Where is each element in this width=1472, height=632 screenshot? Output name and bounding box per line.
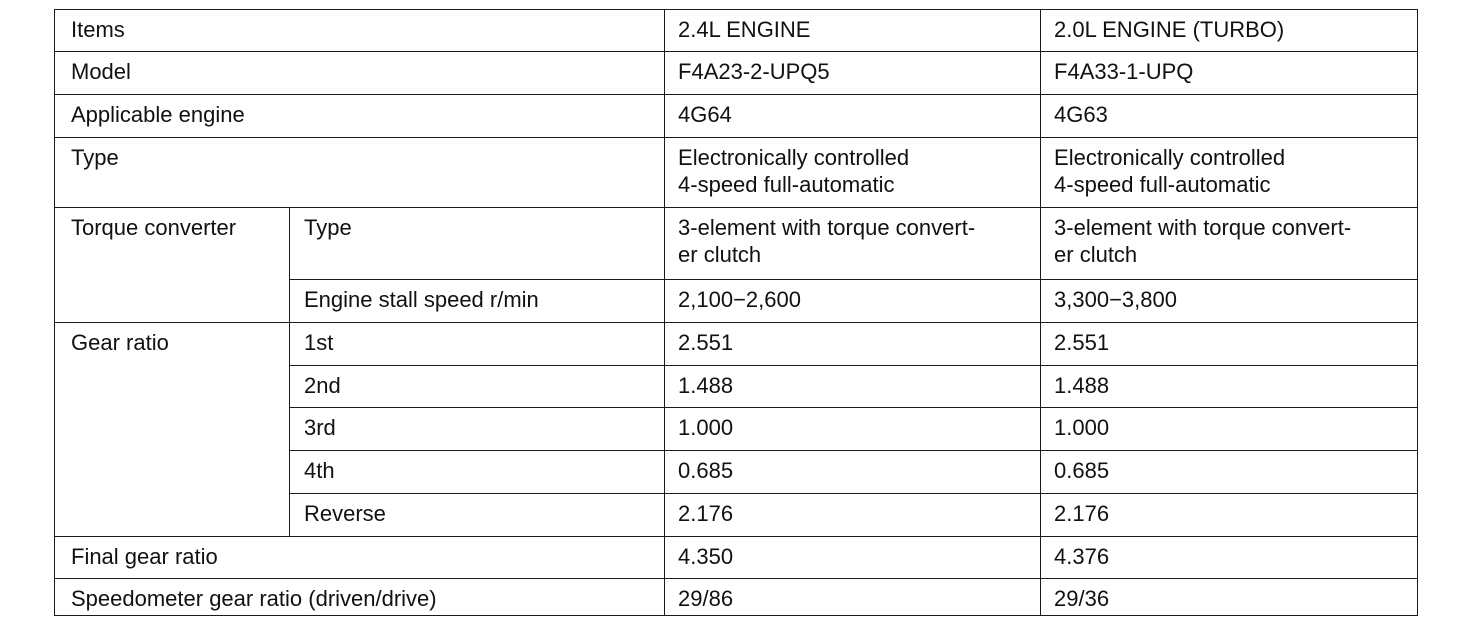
type-2-4l: Electronically controlled 4-speed full-automatic (665, 138, 1041, 208)
gear-label-4th: 4th (290, 451, 665, 494)
gear-4th-2-0l: 0.685 (1041, 451, 1418, 494)
table-row-final-gear-ratio (55, 537, 1418, 579)
gear-3rd-2-4l: 1.000 (665, 408, 1041, 451)
table-row-applicable-engine (55, 95, 1418, 138)
engine-stall-speed-2-0l: 3,300−3,800 (1041, 280, 1418, 323)
table-header-row (55, 10, 1418, 52)
row-label-final-gear-ratio: Final gear ratio (55, 537, 665, 579)
final-gear-ratio-2-4l: 4.350 (665, 537, 1041, 579)
row-label-applicable-engine: Applicable engine (55, 95, 665, 138)
sub-label-engine-stall-speed: Engine stall speed r/min (290, 280, 665, 323)
row-label-torque-converter: Torque converter (55, 208, 290, 323)
model-2-4l: F4A23-2-UPQ5 (665, 52, 1041, 95)
table-row-type (55, 138, 1418, 208)
gear-label-1st: 1st (290, 323, 665, 366)
gear-4th-2-4l: 0.685 (665, 451, 1041, 494)
final-gear-ratio-2-0l: 4.376 (1041, 537, 1418, 579)
model-2-0l: F4A33-1-UPQ (1041, 52, 1418, 95)
row-label-type: Type (55, 138, 665, 208)
gear-label-reverse: Reverse (290, 494, 665, 537)
sub-label-torque-converter-type: Type (290, 208, 665, 280)
applicable-engine-2-4l: 4G64 (665, 95, 1041, 138)
applicable-engine-2-0l: 4G63 (1041, 95, 1418, 138)
gear-3rd-2-0l: 1.000 (1041, 408, 1418, 451)
gear-label-3rd: 3rd (290, 408, 665, 451)
speedometer-gear-ratio-2-0l: 29/36 (1041, 579, 1418, 616)
type-2-0l: Electronically controlled 4-speed full-automatic (1041, 138, 1418, 208)
row-label-speedometer-gear-ratio: Speedometer gear ratio (driven/drive) (55, 579, 665, 616)
gear-2nd-2-0l: 1.488 (1041, 366, 1418, 408)
gear-label-2nd: 2nd (290, 366, 665, 408)
gear-reverse-2-0l: 2.176 (1041, 494, 1418, 537)
torque-converter-type-2-0l: 3-element with torque convert- er clutch (1041, 208, 1418, 280)
speedometer-gear-ratio-2-4l: 29/86 (665, 579, 1041, 616)
gear-2nd-2-4l: 1.488 (665, 366, 1041, 408)
table-row-speedometer-gear-ratio (55, 579, 1418, 616)
header-2-4l-engine: 2.4L ENGINE (665, 10, 1041, 52)
torque-converter-type-2-4l: 3-element with torque convert- er clutch (665, 208, 1041, 280)
table-row-torque-converter-type (55, 208, 1418, 280)
gear-reverse-2-4l: 2.176 (665, 494, 1041, 537)
row-label-model: Model (55, 52, 665, 95)
gear-1st-2-4l: 2.551 (665, 323, 1041, 366)
engine-stall-speed-2-4l: 2,100−2,600 (665, 280, 1041, 323)
specifications-table (54, 9, 1418, 616)
header-items: Items (55, 10, 665, 52)
header-2-0l-engine-turbo: 2.0L ENGINE (TURBO) (1041, 10, 1418, 52)
gear-1st-2-0l: 2.551 (1041, 323, 1418, 366)
row-label-gear-ratio: Gear ratio (55, 323, 290, 537)
table-row-gear-1st (55, 323, 1418, 366)
table-row-model (55, 52, 1418, 95)
